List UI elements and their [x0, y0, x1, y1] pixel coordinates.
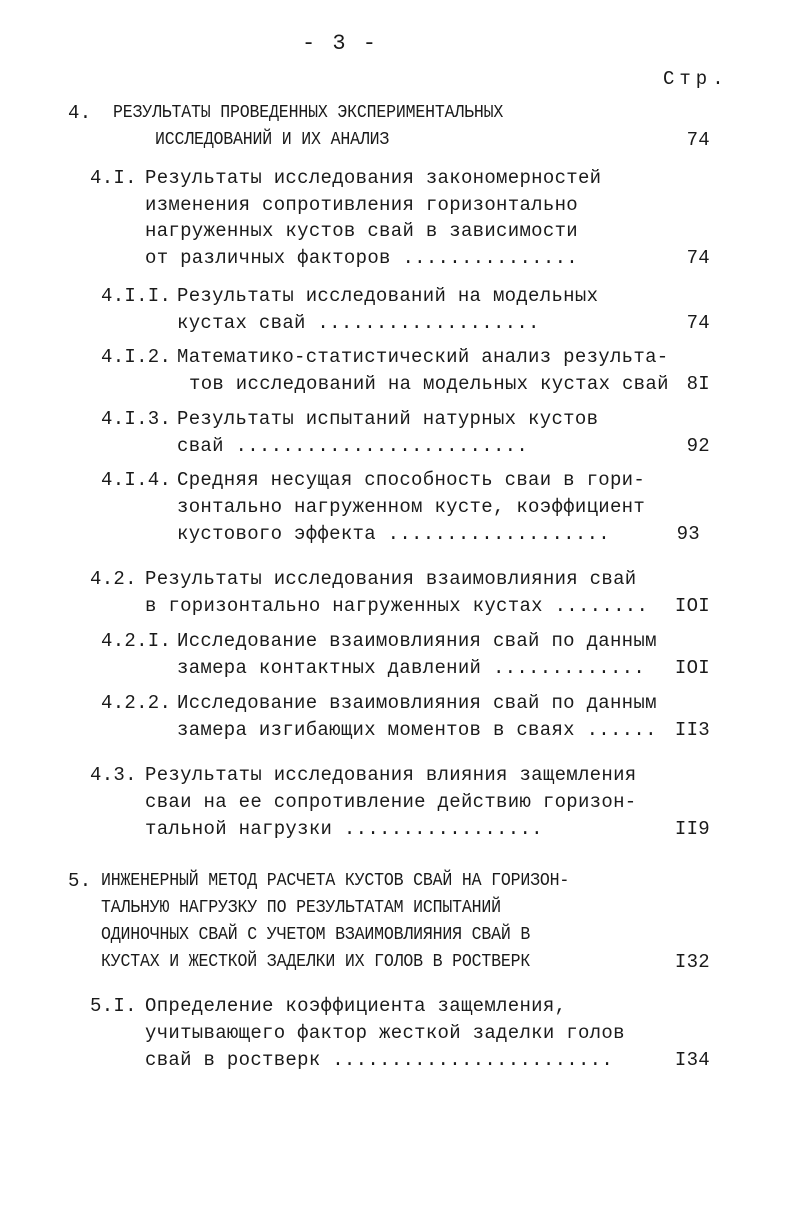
entry-page: I34	[674, 1049, 710, 1071]
entry-title-line: Определение коэффициента защемления,	[145, 995, 567, 1017]
entry-number: 4.I.I.	[101, 285, 172, 307]
entry-title-line: изменения сопротивления горизонтально	[145, 194, 578, 216]
entry-title-line: тальной нагрузки .................	[145, 818, 543, 840]
entry-number: 4.I.	[90, 167, 137, 189]
entry-number: 4.2.	[90, 568, 137, 590]
entry-title-line: ИНЖЕНЕРНЫЙ МЕТОД РАСЧЕТА КУСТОВ СВАЙ НА ГОРИЗОН-	[101, 871, 570, 891]
entry-title-line: свай в ростверк ........................	[145, 1049, 614, 1071]
entry-number: 4.I.3.	[101, 408, 172, 430]
entry-title-line: КУСТАХ И ЖЕСТКОЙ ЗАДЕЛКИ ИХ ГОЛОВ В РОСТВЕРК	[101, 952, 531, 972]
entry-title-line: нагруженных кустов свай в зависимости	[145, 220, 578, 242]
entry-title-line: Результаты исследования закономерностей	[145, 167, 602, 189]
entry-page: 92	[686, 435, 710, 457]
entry-number: 4.I.2.	[101, 346, 172, 368]
entry-page: 74	[686, 247, 710, 269]
entry-title-line: Результаты исследования взаимовлияния свай	[145, 568, 637, 590]
entry-page: II9	[674, 818, 710, 840]
entry-title-line: Результаты испытаний натурных кустов	[177, 408, 599, 430]
entry-title-line: тов исследований на модельных кустах свай	[189, 373, 669, 395]
entry-title-line: замера изгибающих моментов в сваях ......	[177, 719, 657, 741]
entry-title-line: сваи на ее сопротивление действию горизон-	[145, 791, 637, 813]
entry-title-line: Результаты исследования влияния защемления	[145, 764, 637, 786]
entry-title-line: кустового эффекта ...................	[177, 523, 610, 545]
entry-number: 4.2.I.	[101, 630, 172, 652]
entry-number: 4.I.4.	[101, 469, 172, 491]
entry-title-line: ИССЛЕДОВАНИЙ И ИХ АНАЛИЗ	[155, 130, 390, 150]
entry-title-line: зонтально нагруженном кусте, коэффициент	[177, 496, 646, 518]
entry-title-line: Исследование взаимовлияния свай по данным	[177, 630, 657, 652]
entry-title-line: учитывающего фактор жесткой заделки голов	[145, 1022, 625, 1044]
entry-page: 74	[686, 129, 710, 151]
page-column-header: Стр.	[663, 68, 729, 90]
entry-page: II3	[674, 719, 710, 741]
entry-page: 93	[676, 523, 700, 545]
entry-title-line: Результаты исследований на модельных	[177, 285, 599, 307]
entry-number: 5.	[68, 870, 92, 892]
entry-number: 5.I.	[90, 995, 137, 1017]
entry-title-line: от различных факторов ...............	[145, 247, 578, 269]
entry-title-line: РЕЗУЛЬТАТЫ ПРОВЕДЕННЫХ ЭКСПЕРИМЕНТАЛЬНЫХ	[113, 103, 504, 123]
entry-title-line: Средняя несущая способность сваи в гори-	[177, 469, 646, 491]
entry-title-line: Исследование взаимовлияния свай по данным	[177, 692, 657, 714]
entry-page: 74	[686, 312, 710, 334]
entry-title-line: кустах свай ...................	[177, 312, 540, 334]
entry-page: 8I	[686, 373, 710, 395]
entry-page: IOI	[674, 657, 710, 679]
entry-title-line: замера контактных давлений .............	[177, 657, 646, 679]
entry-title-line: Математико-статистический анализ результа-	[177, 346, 669, 368]
entry-number: 4.2.2.	[101, 692, 172, 714]
entry-number: 4.	[68, 102, 92, 124]
entry-page: I32	[674, 951, 710, 973]
entry-title-line: свай .........................	[177, 435, 529, 457]
entry-page: IOI	[674, 595, 710, 617]
entry-title-line: в горизонтально нагруженных кустах ........	[145, 595, 649, 617]
entry-title-line: ОДИНОЧНЫХ СВАЙ С УЧЕТОМ ВЗАИМОВЛИЯНИЯ СВАЙ В	[101, 925, 531, 945]
entry-title-line: ТАЛЬНУЮ НАГРУЗКУ ПО РЕЗУЛЬТАТАМ ИСПЫТАНИЙ	[101, 898, 501, 918]
page-number: - 3 -	[302, 31, 379, 56]
entry-number: 4.3.	[90, 764, 137, 786]
